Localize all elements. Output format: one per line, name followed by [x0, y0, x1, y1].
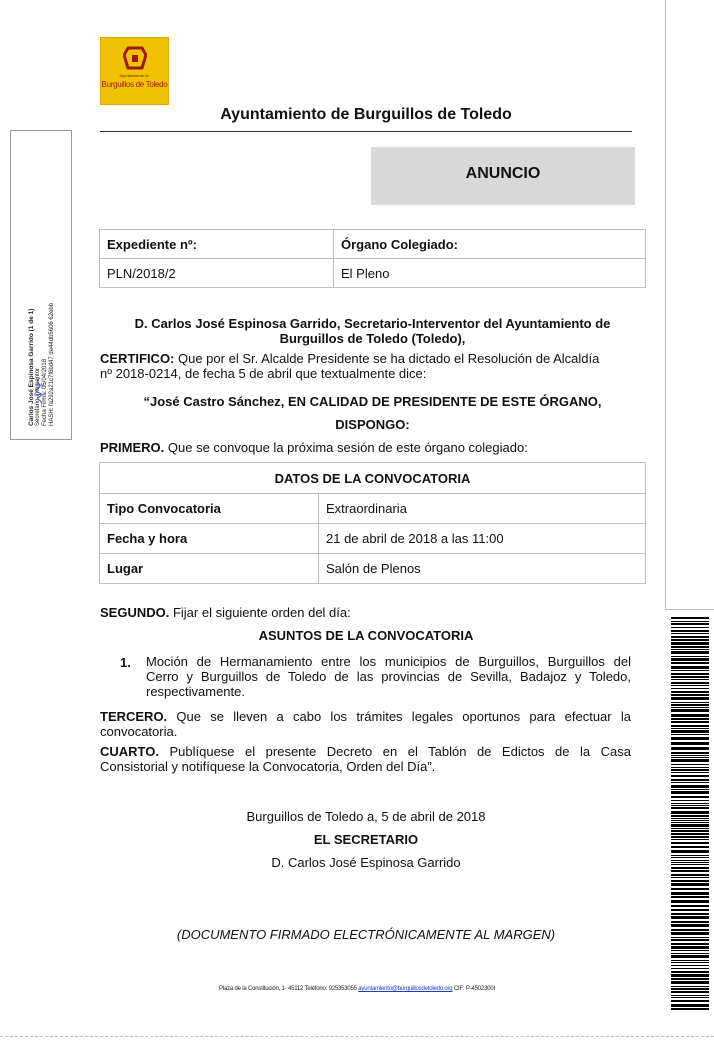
municipal-logo	[100, 37, 169, 105]
organo-header: Órgano Colegiado:	[334, 230, 646, 259]
row-label: Lugar	[100, 554, 319, 584]
list-item-line1: Moción de Hermanamiento entre los municipios de Burguillos, Burguillos del	[146, 654, 631, 669]
logo-text: Burguillos de Toledo	[101, 80, 168, 89]
certifico-text: Que por el Sr. Alcalde Presidente se ha dictado el Resolución de Alcaldía	[174, 351, 600, 366]
crest-icon	[123, 46, 147, 72]
list-item-number: 1.	[120, 655, 131, 670]
primero-text: Que se convoque la próxima sesión de este órgano colegiado:	[164, 440, 528, 455]
list-item-line3: respectivamente.	[146, 684, 245, 699]
asuntos-heading: ASUNTOS DE LA CONVOCATORIA	[258, 628, 474, 643]
organo-value: El Pleno	[334, 259, 646, 288]
document-type-label: ANUNCIO	[465, 165, 541, 182]
cuarto-label: CUARTO.	[100, 744, 159, 759]
list-item	[146, 654, 631, 699]
tercero-label: TERCERO.	[100, 709, 168, 724]
expediente-value: PLN/2018/2	[100, 259, 334, 288]
table-row	[100, 259, 646, 288]
cuarto-text: Publíquese el presente Decreto en el Tablón de Edictos de la Casa	[158, 744, 631, 759]
right-margin-frame	[665, 0, 714, 610]
row-label: Fecha y hora	[100, 524, 319, 554]
certifico-paragraph	[100, 351, 645, 381]
barcode	[671, 617, 709, 1011]
row-value: Extraordinaria	[319, 494, 646, 524]
handwritten-signature	[29, 376, 51, 404]
primero-label: PRIMERO.	[100, 440, 165, 455]
page-title: Ayuntamiento de Burguillos de Toledo	[220, 106, 512, 123]
page-bottom-border	[0, 1036, 714, 1037]
signer-role: Secretario-Interventor	[35, 367, 41, 426]
footer-contact	[0, 986, 714, 992]
expediente-table	[99, 229, 646, 288]
signer-name: Carlos José Espinosa Garrido (1 de 1)	[28, 308, 35, 426]
segundo-label: SEGUNDO.	[100, 605, 170, 620]
electronic-signature-note: (DOCUMENTO FIRMADO ELECTRÓNICAMENTE AL MARGEN)	[176, 927, 556, 942]
dispongo-label: DISPONGO:	[335, 417, 410, 432]
table-row	[100, 494, 646, 524]
tercero-text-2: convocatoria.	[100, 724, 178, 739]
convocatoria-table-title: DATOS DE LA CONVOCATORIA	[100, 463, 646, 494]
secretary-heading-line2: Burguillos de Toledo (Toledo),	[279, 331, 466, 346]
table-row	[100, 463, 646, 494]
segundo-paragraph	[100, 605, 645, 620]
cuarto-text-2: Consistorial y notifíquese la Convocatoria, Orden del Día”.	[100, 759, 436, 774]
convocatoria-table	[99, 462, 646, 584]
table-row	[100, 554, 646, 584]
expediente-header: Expediente nº:	[100, 230, 334, 259]
certifico-label: CERTIFICO:	[100, 351, 175, 366]
signer-full-name: D. Carlos José Espinosa Garrido	[271, 855, 461, 870]
logo-subtext: Ayuntamiento de	[119, 73, 150, 78]
table-row	[100, 230, 646, 259]
row-label: Tipo Convocatoria	[100, 494, 319, 524]
footer-address: Plaza de la Constitución, 1- 45112 Teléfono: 925353055	[219, 986, 359, 992]
footer-email-link[interactable]: ayuntamiento@burguillosdetoledo.org	[358, 986, 453, 992]
list-item-line2: Cerro y Burguillos de Toledo de las provincias de Sevilla, Badajoz y Toledo,	[146, 669, 631, 684]
cuarto-paragraph	[100, 744, 631, 774]
signer-role-heading: EL SECRETARIO	[313, 832, 419, 847]
secretary-heading	[100, 316, 645, 346]
primero-paragraph	[100, 440, 645, 455]
row-value: Salón de Plenos	[319, 554, 646, 584]
header-divider	[100, 131, 632, 132]
segundo-text: Fijar el siguiente orden del día:	[169, 605, 351, 620]
signature-date: Fecha Firma: 05/04/2018	[42, 358, 48, 426]
row-value: 21 de abril de 2018 a las 11:00	[319, 524, 646, 554]
secretary-heading-line1: D. Carlos José Espinosa Garrido, Secretario-Interventor del Ayuntamiento de	[134, 316, 611, 331]
signature-hash: HASH: fa292a21c7f6bd47 de44db5606 62ebb	[49, 302, 55, 426]
place-date: Burguillos de Toledo a, 5 de abril de 2018	[246, 809, 486, 824]
resolution-quote: “José Castro Sánchez, EN CALIDAD DE PRESIDENTE DE ESTE ÓRGANO,	[143, 394, 602, 409]
margin-signature-strip	[10, 130, 72, 440]
certifico-text-2: nº 2018-0214, de fecha 5 de abril que textualmente dice:	[100, 366, 427, 381]
tercero-paragraph	[100, 709, 631, 739]
tercero-text: Que se lleven a cabo los trámites legales oportunos para efectuar la	[167, 709, 631, 724]
table-row	[100, 524, 646, 554]
announcement-box	[371, 147, 635, 205]
footer-cif: CIF: P-4502300I	[452, 986, 495, 992]
